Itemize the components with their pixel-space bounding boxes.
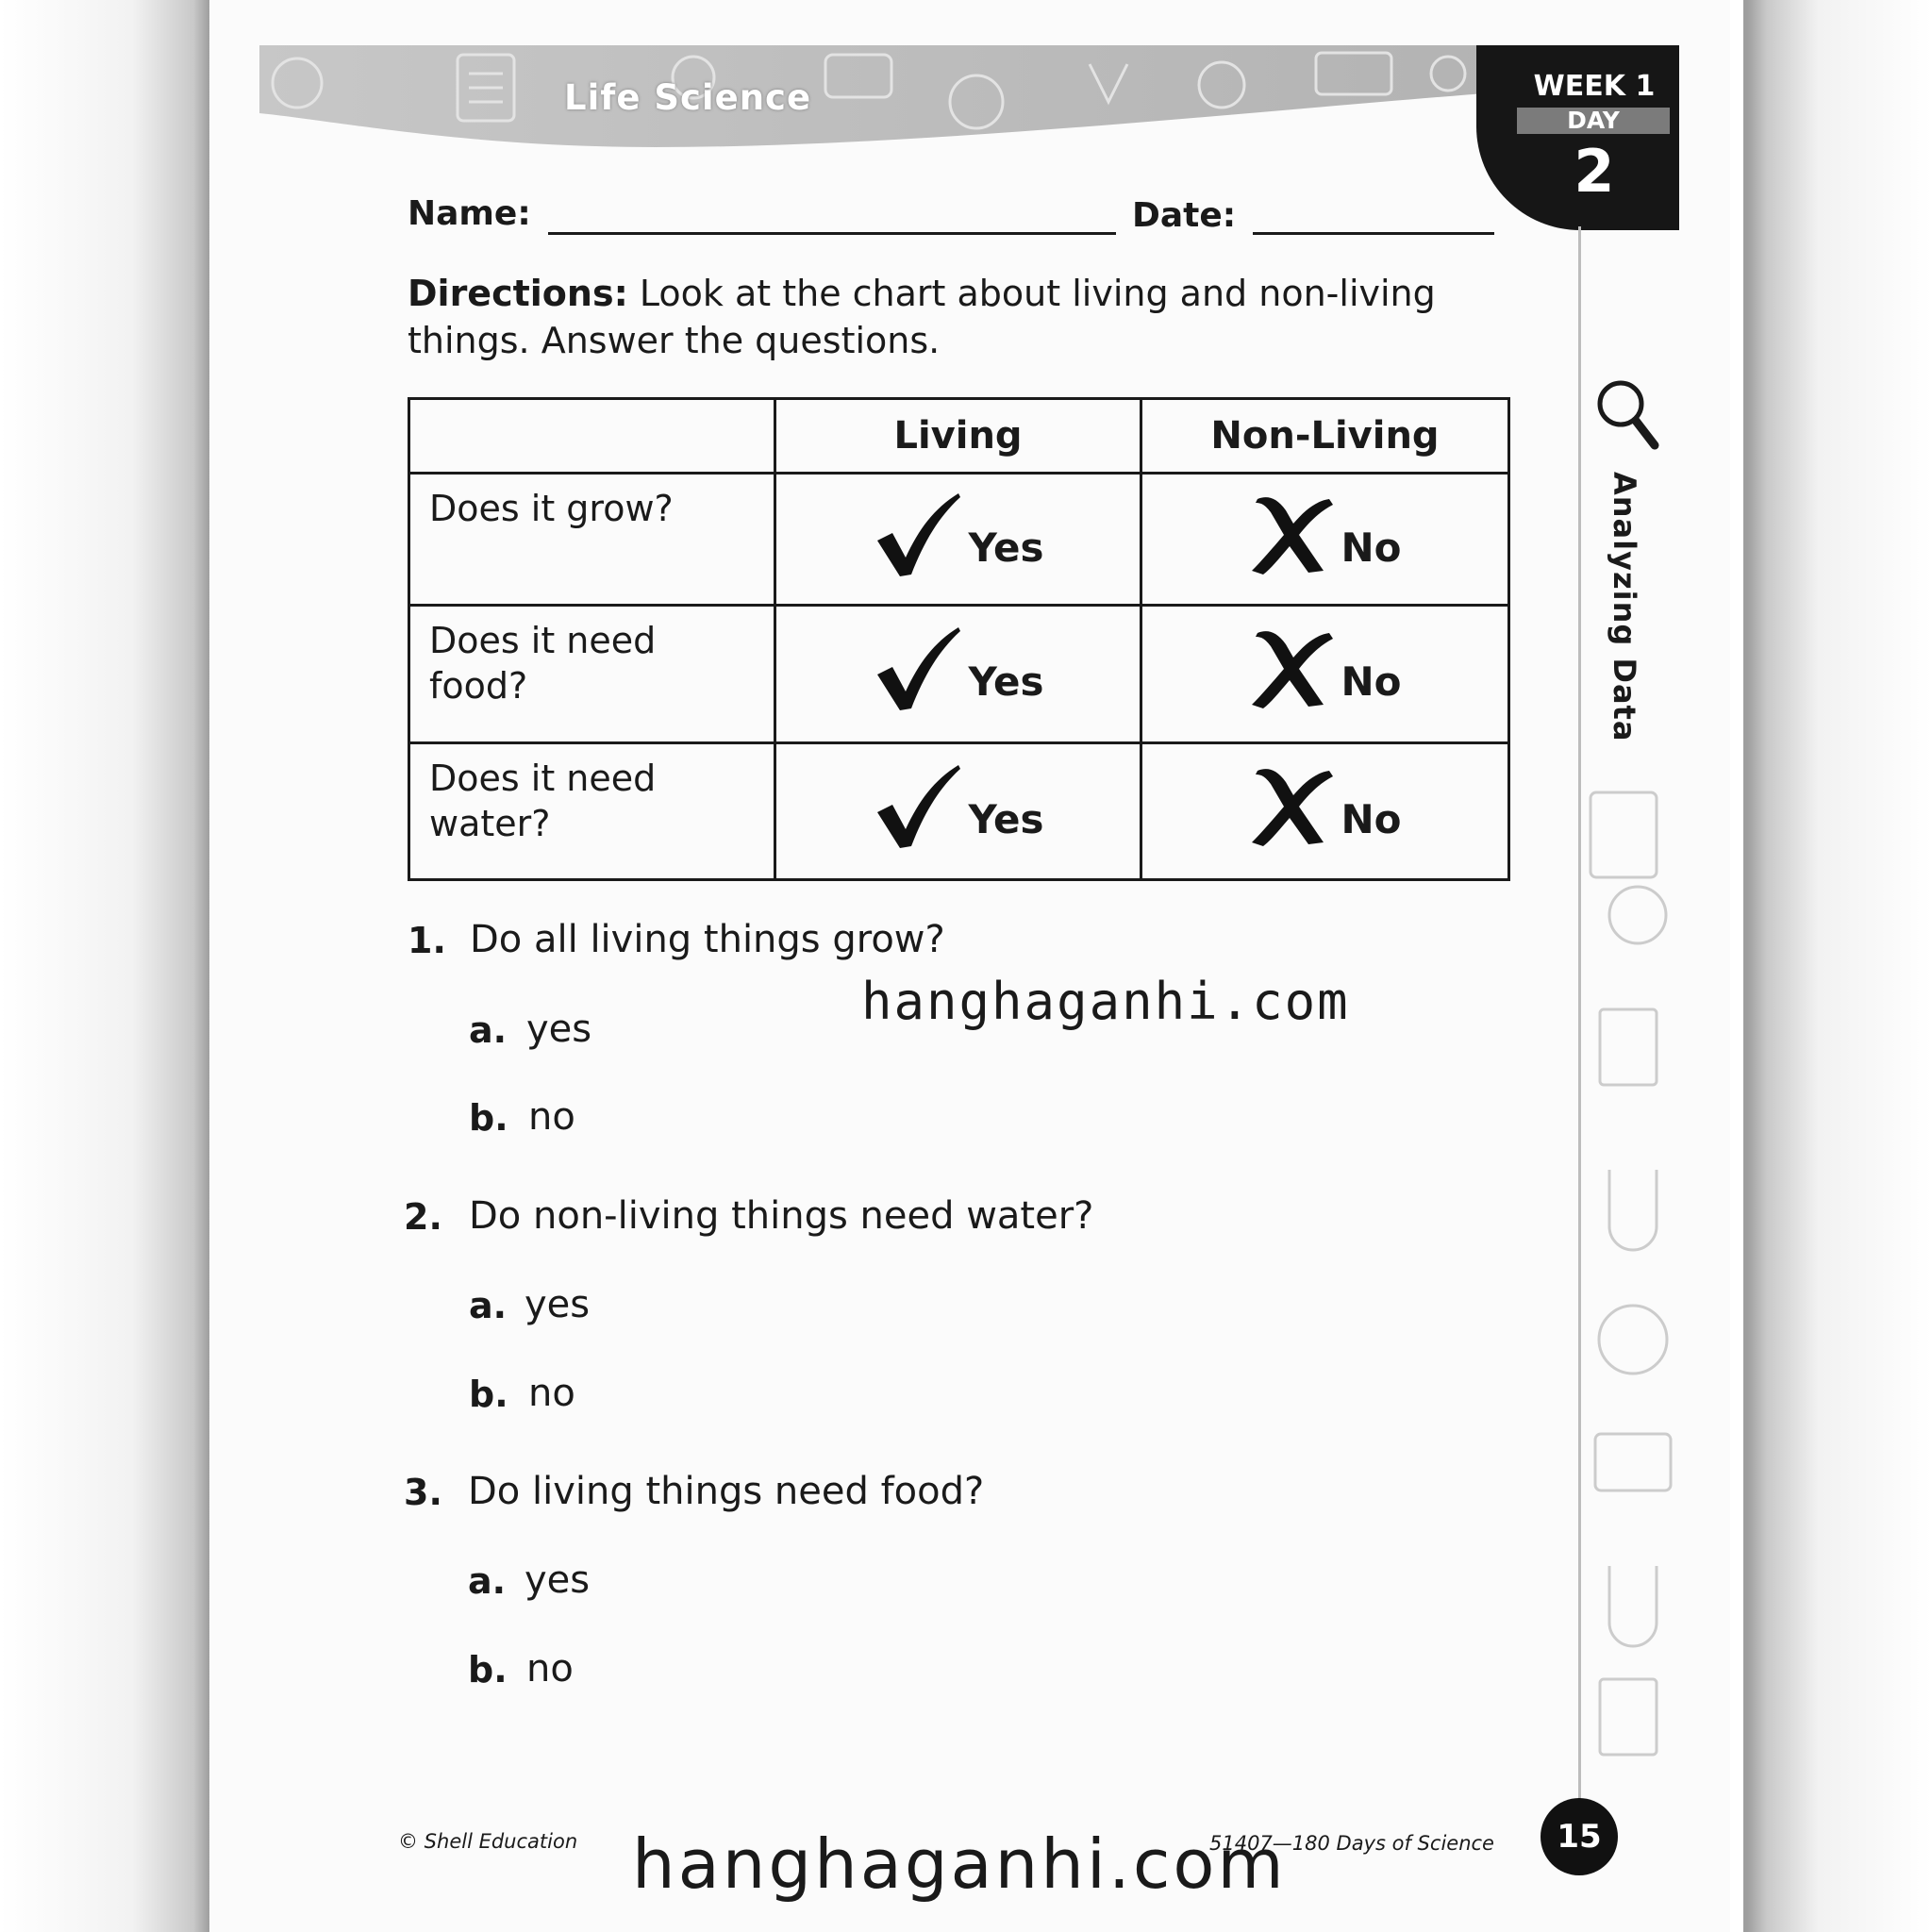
living-answer: Yes [968, 658, 1044, 706]
living-cell [775, 474, 1141, 606]
check-icon [872, 491, 962, 578]
date-field[interactable] [1253, 232, 1494, 235]
page-shadow-left [0, 0, 212, 1932]
nonliving-answer: No [1341, 795, 1402, 842]
page-shadow-right [1743, 0, 1932, 1932]
chart-row [409, 606, 1509, 742]
watermark-text: hanghaganhi.com [861, 972, 1350, 1031]
living-answer: Yes [968, 524, 1044, 571]
subject-banner [259, 45, 1497, 149]
question-number: 2. [404, 1196, 442, 1238]
chart-question: Does it need water? [409, 742, 775, 879]
day-number: 2 [1574, 137, 1615, 206]
check-icon [872, 763, 962, 850]
nonliving-cell [1141, 742, 1509, 879]
question-number: 3. [404, 1472, 442, 1513]
chart-header-row [409, 399, 1509, 474]
chart-header-blank [409, 399, 775, 474]
directions [408, 270, 1521, 364]
question-text: Do living things need food? [468, 1470, 985, 1513]
option-letter[interactable]: b. [468, 1649, 508, 1690]
chart-row [409, 742, 1509, 879]
option-letter[interactable]: a. [469, 1009, 508, 1051]
option-text[interactable]: yes [525, 1283, 591, 1326]
living-cell [775, 606, 1141, 742]
option-letter[interactable]: a. [468, 1560, 507, 1602]
chart-header-nonliving: Non-Living [1141, 399, 1509, 474]
chart-question: Does it need food? [409, 606, 775, 742]
chart-question: Does it grow? [409, 474, 775, 606]
nonliving-answer: No [1341, 524, 1402, 571]
nonliving-answer: No [1341, 658, 1402, 706]
name-field[interactable] [548, 232, 1116, 235]
x-mark-icon [1248, 763, 1335, 850]
question-number: 1. [408, 920, 446, 961]
magnifier-icon [1592, 375, 1660, 453]
publisher-credit: © Shell Education [398, 1830, 578, 1853]
subject-title: Life Science [564, 77, 812, 118]
date-label: Date: [1132, 196, 1237, 235]
option-letter[interactable]: a. [469, 1285, 508, 1326]
x-mark-icon [1248, 625, 1335, 712]
option-text[interactable]: no [528, 1095, 575, 1139]
option-letter[interactable]: b. [469, 1374, 508, 1415]
book-title-credit: 51407—180 Days of Science [1209, 1832, 1494, 1855]
week-label: WEEK 1 [1533, 70, 1656, 103]
living-answer: Yes [968, 795, 1044, 842]
option-text[interactable]: yes [525, 1558, 591, 1602]
option-text[interactable]: no [528, 1372, 575, 1415]
science-doodles-decoration [1581, 774, 1685, 1811]
x-mark-icon [1248, 491, 1335, 578]
page-number: 15 [1541, 1798, 1618, 1875]
living-nonliving-chart [408, 397, 1510, 881]
living-cell [775, 742, 1141, 879]
directions-text: Look at the chart about living and non-living things. Answer the questions. [408, 273, 1436, 361]
question-text: Do all living things grow? [470, 918, 945, 961]
watermark-text-bottom: hanghaganhi.com [632, 1824, 1287, 1904]
day-label: DAY [1517, 108, 1670, 134]
name-label: Name: [408, 194, 531, 233]
question-text: Do non-living things need water? [469, 1194, 1094, 1238]
option-text[interactable]: yes [526, 1008, 592, 1051]
option-text[interactable]: no [526, 1647, 574, 1690]
check-icon [872, 625, 962, 712]
nonliving-cell [1141, 474, 1509, 606]
directions-label: Directions: [408, 273, 628, 314]
option-letter[interactable]: b. [469, 1097, 508, 1139]
chart-header-living: Living [775, 399, 1141, 474]
skill-label: Analyzing Data [1607, 472, 1642, 742]
nonliving-cell [1141, 606, 1509, 742]
chart-row [409, 474, 1509, 606]
